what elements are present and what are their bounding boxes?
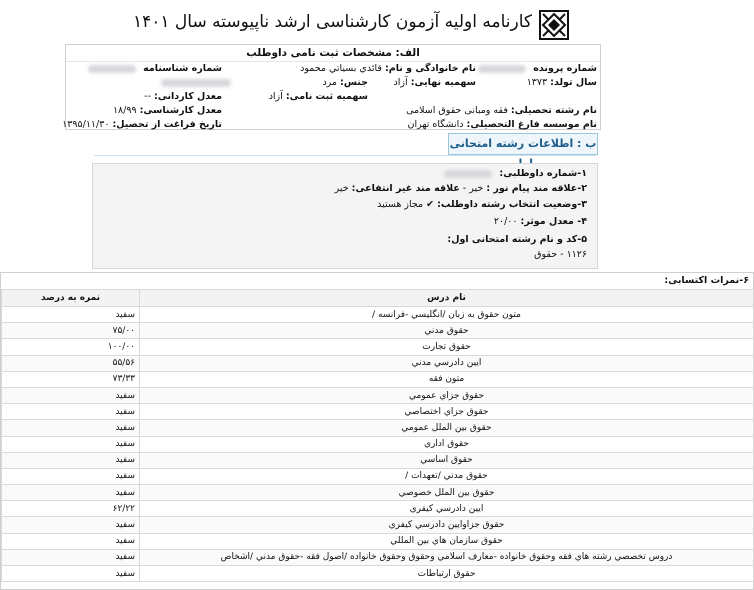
course-score: سفيد	[2, 485, 140, 501]
course-name: حقوق جزاوایین دادرسي كيفري	[140, 517, 754, 533]
grades-body	[2, 307, 754, 582]
registration-info-title: الف: مشخصات ثبت نامی داوطلب	[66, 45, 600, 62]
institute-value: دانشگاه تهران	[407, 119, 464, 130]
family-name-label: نام خانوادگی و نام:	[384, 63, 476, 74]
course-score: سفيد	[2, 452, 140, 468]
course-score: ۶۲/۲۲	[2, 501, 140, 517]
redacted-applicant-number	[444, 170, 492, 178]
course-name: حقوق بين الملل عمومي	[140, 420, 754, 436]
exam-major-label: ۵-کد و نام رشته امتحانی اول:	[447, 234, 587, 245]
table-row	[2, 549, 754, 565]
selection-status-label: ۳-وضعیت انتخاب رشته داوطلب:	[437, 199, 587, 210]
id-number-field	[84, 62, 222, 76]
associate-avg-label: معدل کاردانی:	[154, 91, 222, 102]
course-score: ۷۵/۰۰	[2, 323, 140, 339]
final-quota-label: سهمیه نهایی:	[410, 77, 476, 88]
table-row	[2, 387, 754, 403]
family-name-value: قائدي بسیاتي محمود	[300, 63, 382, 74]
major-field	[406, 104, 597, 118]
course-score: ۷۳/۳۳	[2, 371, 140, 387]
table-row	[2, 323, 754, 339]
selection-status-value: مجاز هستید	[377, 199, 424, 210]
applicant-number-row	[440, 168, 587, 179]
applicant-number-label: ۱-شماره داوطلبی:	[499, 168, 587, 179]
course-score: سفيد	[2, 404, 140, 420]
course-name: متون حقوق به زبان /انگلیسي -فرانسه /	[140, 307, 754, 323]
course-score: سفيد	[2, 420, 140, 436]
table-row	[2, 404, 754, 420]
course-name: حقوق بين الملل خصوصي	[140, 485, 754, 501]
gender-field	[322, 76, 368, 90]
non-profit-value: خیر	[334, 183, 349, 194]
table-row	[2, 420, 754, 436]
bachelor-avg-label: معدل کارشناسی:	[139, 105, 222, 116]
course-score: سفيد	[2, 307, 140, 323]
major-label: نام رشته تحصیلی:	[510, 105, 597, 116]
table-row	[2, 485, 754, 501]
exam-info-panel	[92, 163, 598, 269]
course-score: سفيد	[2, 436, 140, 452]
info-row-4	[66, 104, 600, 118]
sanjesh-logo-icon	[539, 10, 569, 40]
final-quota-value: آزاد	[393, 77, 408, 88]
birth-year-field	[527, 76, 597, 90]
course-name: ایین دادرسي كيفري	[140, 501, 754, 517]
course-name: متون فقه	[140, 371, 754, 387]
associate-avg-value: --	[144, 91, 152, 102]
course-name: حقوق سازمان هاي بين المللي	[140, 533, 754, 549]
course-name: دروس تخصصي رشته هاي فقه وحقوق خانواده -معارف اسلامي وحقوق وحقوق خانواده /اصول فقه -حقوق مدني /اشخاص	[140, 549, 754, 565]
exam-info-divider	[94, 155, 596, 156]
file-number-label: شماره پرونده	[533, 63, 597, 74]
grad-date-value: ۱۳۹۵/۱۱/۳۰	[62, 119, 110, 130]
institute-label: نام موسسه فارغ التحصیلی:	[466, 119, 597, 130]
checkmark-icon: ✔	[426, 199, 435, 210]
table-row	[2, 501, 754, 517]
exam-major-value-row	[534, 249, 587, 260]
table-row	[2, 517, 754, 533]
redacted-name	[161, 79, 231, 87]
payame-noor-value: خیر	[469, 183, 484, 194]
grad-date-label: تاریخ فراغت از تحصیل:	[112, 119, 222, 130]
effective-avg-label: ۴- معدل موثر:	[520, 216, 587, 227]
table-row	[2, 307, 754, 323]
info-row-1	[66, 62, 600, 76]
course-score: سفيد	[2, 517, 140, 533]
table-row	[2, 468, 754, 484]
course-name: حقوق تجارت	[140, 339, 754, 355]
table-row	[2, 371, 754, 387]
effective-avg-row	[494, 216, 587, 227]
course-score: سفيد	[2, 549, 140, 565]
table-row	[2, 452, 754, 468]
id-number-label: شماره شناسنامه	[143, 63, 222, 74]
redacted-id-number	[88, 65, 136, 73]
course-score: سفيد	[2, 533, 140, 549]
course-score: سفيد	[2, 468, 140, 484]
bachelor-avg-field	[113, 104, 222, 118]
grades-header-row	[2, 290, 754, 307]
registered-quota-value: آزاد	[268, 91, 283, 102]
course-name: حقوق مدني /تعهدات /	[140, 468, 754, 484]
course-score: سفيد	[2, 566, 140, 582]
interest-row	[335, 183, 587, 194]
info-row-3	[66, 90, 600, 104]
institute-field	[408, 118, 598, 132]
table-row	[2, 533, 754, 549]
table-row	[2, 339, 754, 355]
grades-panel	[0, 272, 754, 590]
course-name: حقوق جزاي عمومي	[140, 387, 754, 403]
birth-year-value: ۱۳۷۳	[526, 77, 548, 88]
info-row-2	[66, 76, 600, 90]
course-name: حقوق اساسي	[140, 452, 754, 468]
redacted-file-number	[478, 65, 526, 73]
course-name-header: نام درس	[140, 290, 754, 307]
payame-noor-label: ۲-علاقه مند پیام نور :	[486, 183, 587, 194]
name-redacted-field	[157, 76, 235, 90]
separator-dash: -	[459, 183, 467, 194]
table-row	[2, 566, 754, 582]
course-name: حقوق اداري	[140, 436, 754, 452]
birth-year-label: سال تولد:	[550, 77, 597, 88]
registered-quota-label: سهمیه ثبت نامی:	[285, 91, 368, 102]
course-name: حقوق مدني	[140, 323, 754, 339]
score-header: نمره به درصد	[2, 290, 140, 307]
non-profit-label: علاقه مند غیر انتفاعی:	[351, 183, 460, 194]
major-value: فقه ومبانی حقوق اسلامی	[406, 105, 508, 116]
page-header	[0, 8, 754, 42]
course-score: ۵۵/۵۶	[2, 355, 140, 371]
grades-title: ۶-نمرات اکتسابی:	[664, 275, 749, 286]
course-name: حقوق جزاي اختصاصي	[140, 404, 754, 420]
info-row-5	[62, 118, 600, 132]
selection-status-row	[377, 199, 587, 210]
course-score: سفيد	[2, 387, 140, 403]
page-title: کارنامه اولیه آزمون کارشناسی ارشد ناپیوسته سال ۱۴۰۱	[132, 12, 532, 32]
table-row	[2, 355, 754, 371]
registered-quota-field	[269, 90, 368, 104]
course-name: ایین دادرسي مدني	[140, 355, 754, 371]
final-quota-field	[394, 76, 476, 90]
gender-value: مرد	[322, 77, 338, 88]
exam-info-title: ب : اطلاعات رشته امتحانی	[448, 133, 598, 155]
gender-label: جنس:	[340, 77, 368, 88]
grad-date-field	[62, 118, 222, 132]
exam-major-row	[447, 234, 587, 245]
table-row	[2, 436, 754, 452]
course-name: حقوق ارتباطات	[140, 566, 754, 582]
course-score: ۱۰۰/۰۰	[2, 339, 140, 355]
grades-table	[1, 289, 754, 582]
family-name-field	[300, 62, 476, 76]
registration-info-panel	[62, 44, 601, 130]
effective-avg-value: ۲۰/۰۰	[493, 216, 518, 227]
file-number-field	[474, 62, 597, 76]
exam-major-value: ۱۱۲۶ - حقوق	[534, 249, 587, 260]
associate-avg-field	[144, 90, 222, 104]
bachelor-avg-value: ۱۸/۹۹	[112, 105, 137, 116]
